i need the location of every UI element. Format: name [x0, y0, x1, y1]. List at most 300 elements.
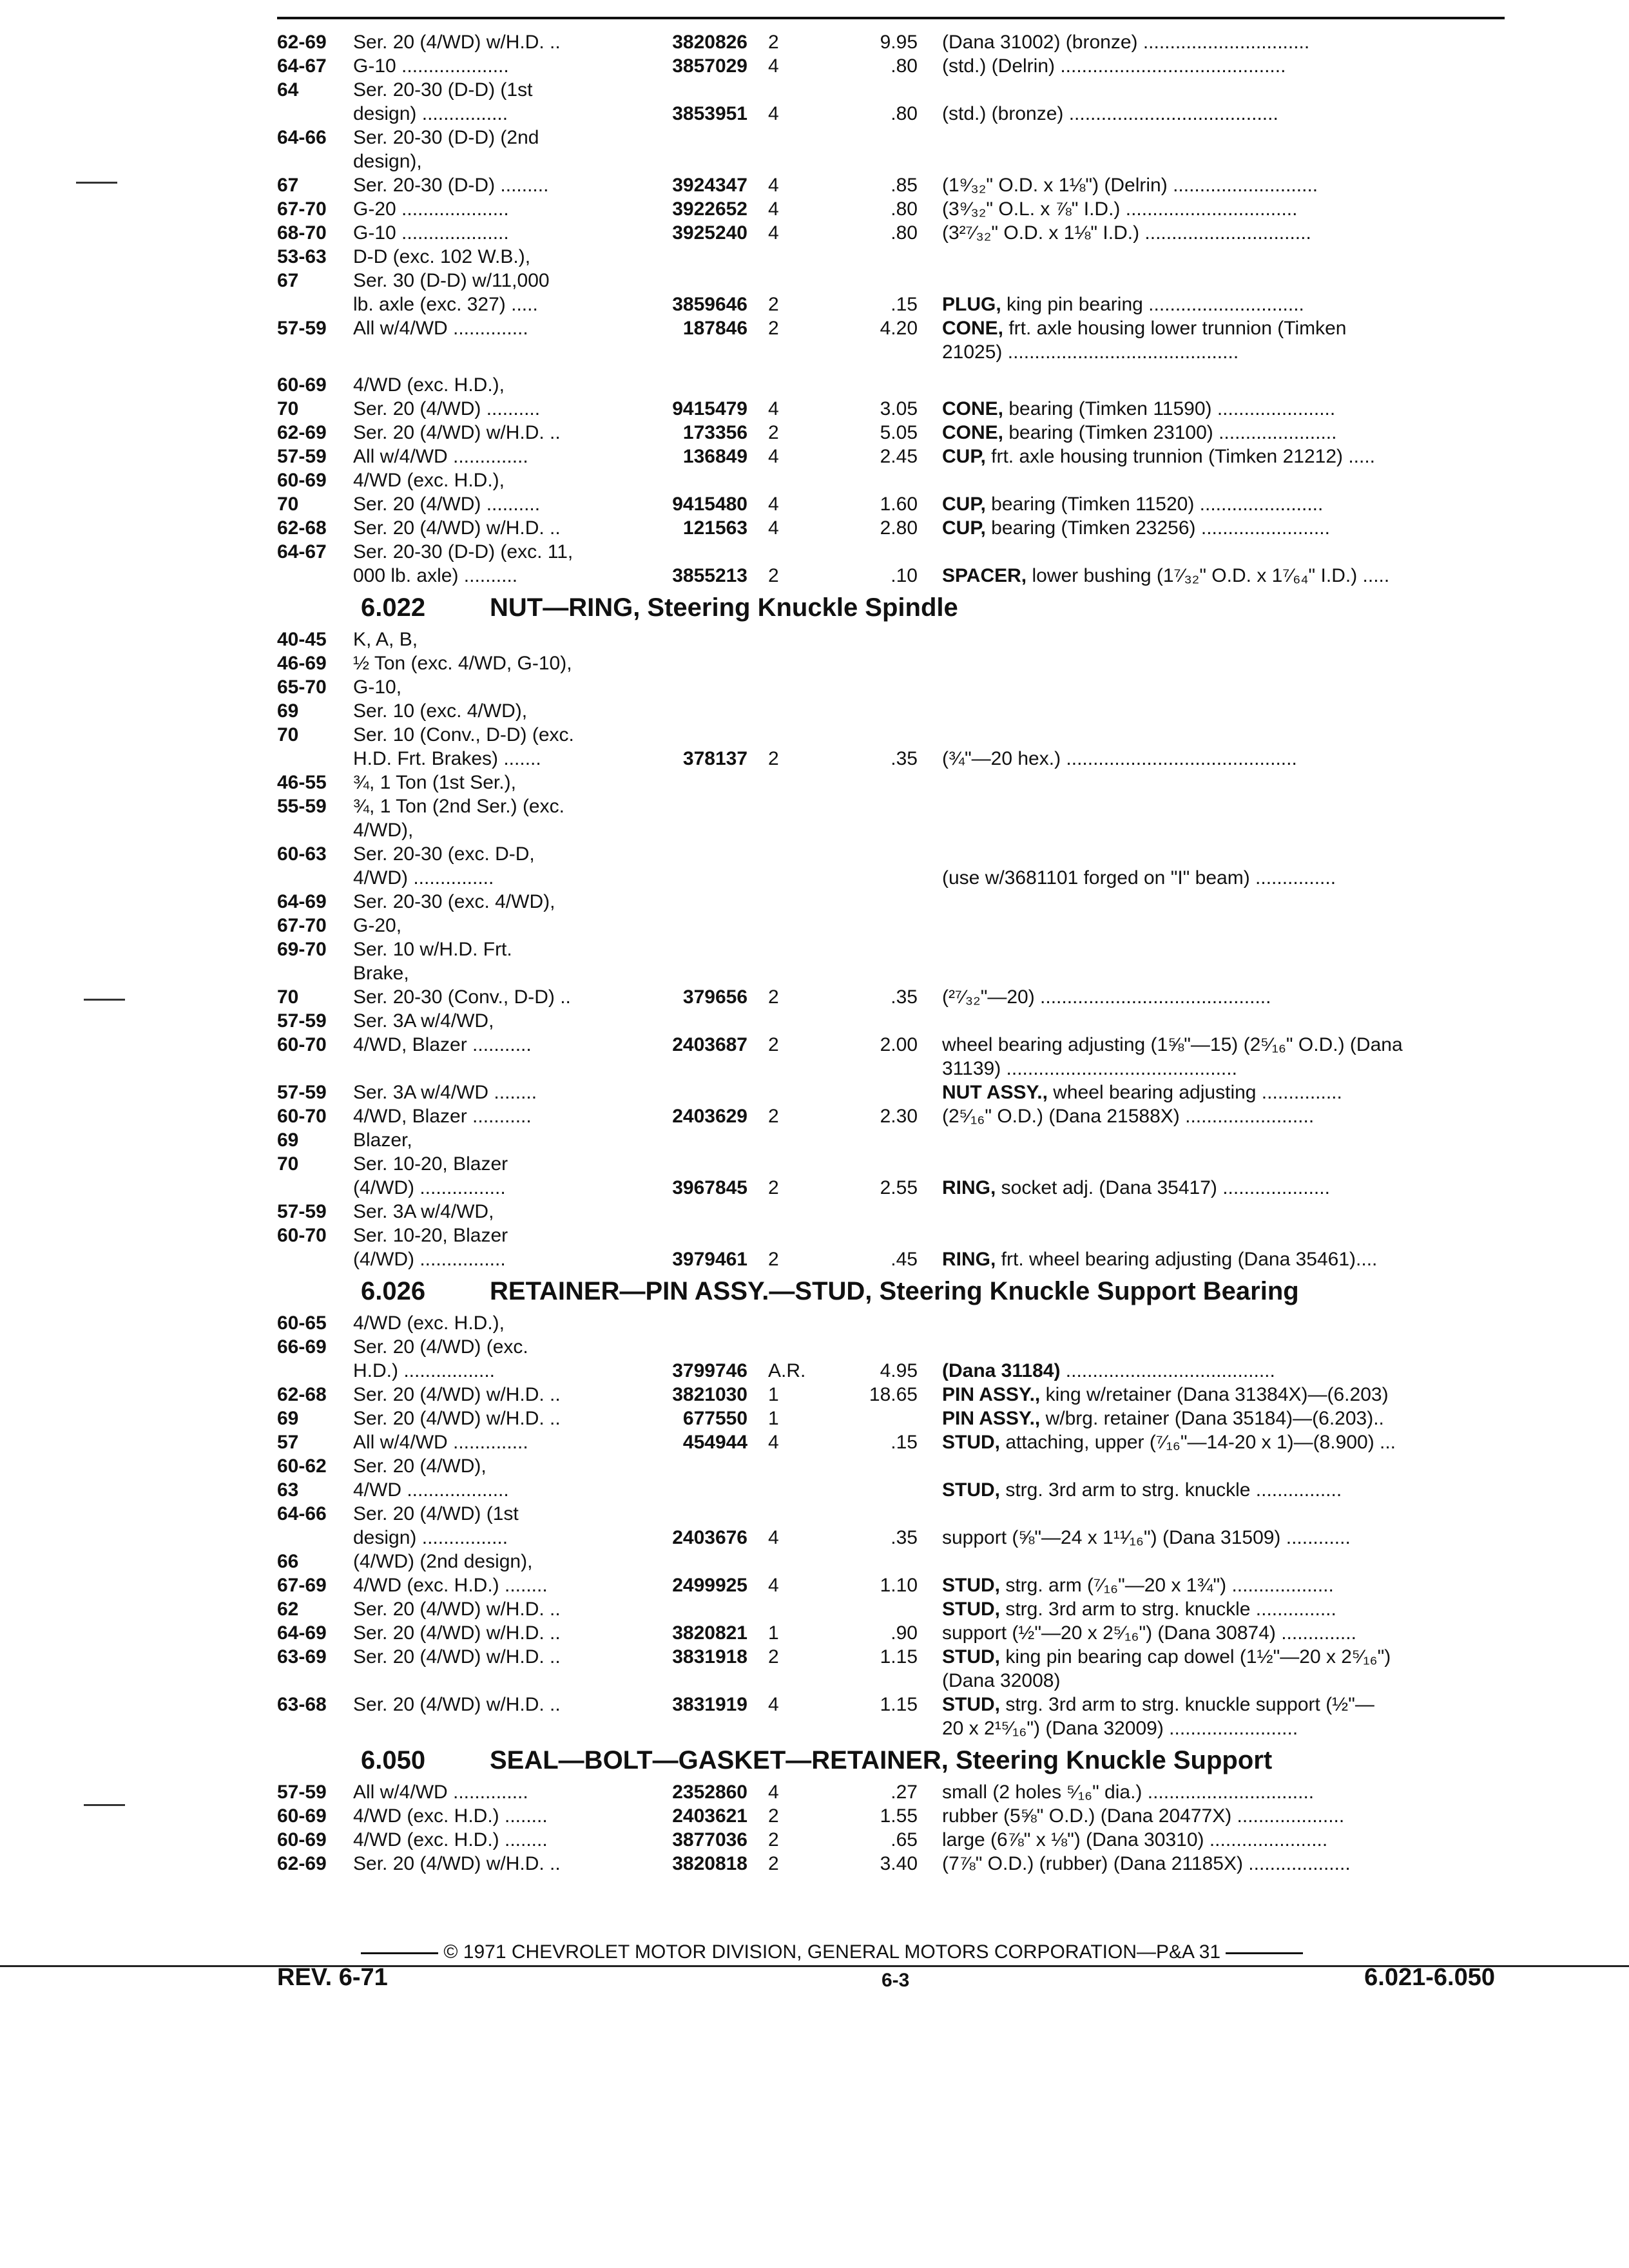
application-cell: design) ................: [353, 1527, 508, 1548]
year-cell: 40-45: [277, 629, 327, 650]
description-text: .......................................: [1060, 1360, 1275, 1381]
price-cell: 1.15: [880, 1646, 918, 1667]
application-cell: D-D (exc. 102 W.B.),: [353, 246, 531, 267]
description-text: frt. axle housing trunnion (Timken 21212) .....: [985, 446, 1376, 467]
quantity-cell: 2: [768, 1106, 779, 1127]
description-cell: [942, 1056, 1237, 1082]
application-cell: ¾, 1 Ton (1st Ser.),: [353, 772, 516, 793]
quantity-cell: 4: [768, 1694, 779, 1715]
description-text: (std.) (Delrin) ..........................................: [942, 55, 1286, 77]
part-row: [0, 268, 1629, 294]
description-cell: [942, 396, 1335, 422]
price-cell: 2.80: [880, 517, 918, 539]
description-cell: [942, 1692, 1374, 1718]
quantity-cell: 2: [768, 565, 779, 586]
description-cell: [942, 444, 1375, 470]
application-cell: Ser. 3A w/4/WD ........: [353, 1082, 537, 1103]
price-cell: 9.95: [880, 32, 918, 53]
application-cell: G-20,: [353, 915, 402, 936]
part-name: CONE,: [942, 318, 1004, 339]
year-cell: 69: [277, 1408, 299, 1429]
part-number-cell: 3922652: [672, 198, 747, 220]
year-cell: 57-59: [277, 1201, 327, 1222]
part-row: [0, 722, 1629, 748]
description-cell: [942, 1406, 1384, 1432]
application-cell: Ser. 20 (4/WD) w/H.D. ..: [353, 1646, 561, 1667]
part-number-cell: 173356: [682, 422, 747, 443]
application-cell: H.D. Frt. Brakes) .......: [353, 748, 541, 769]
year-cell: 60-70: [277, 1034, 327, 1055]
part-row: [0, 197, 1629, 222]
application-cell: G-10 ....................: [353, 55, 509, 77]
description-text: (use w/3681101 forged on "I" beam) ...............: [942, 867, 1336, 889]
quantity-cell: 2: [768, 1646, 779, 1667]
part-row: [0, 770, 1629, 796]
part-name: STUD,: [942, 1479, 1000, 1501]
part-name: RING,: [942, 1177, 996, 1198]
description-cell: [942, 865, 1336, 891]
part-row: [0, 492, 1629, 517]
part-number-cell: 378137: [682, 748, 747, 769]
application-cell: Ser. 20 (4/WD) w/H.D. ..: [353, 1622, 561, 1644]
part-row: [0, 1334, 1629, 1360]
application-cell: All w/4/WD ..............: [353, 446, 528, 467]
year-cell: 67: [277, 270, 299, 291]
year-cell: 62-68: [277, 1384, 327, 1405]
price-cell: .80: [891, 198, 918, 220]
description-cell: [942, 420, 1336, 446]
part-number-cell: 3877036: [672, 1829, 747, 1850]
application-cell: Ser. 20-30 (exc. 4/WD),: [353, 891, 555, 912]
part-row: [0, 1620, 1629, 1646]
application-cell: G-10,: [353, 677, 402, 698]
price-cell: .80: [891, 103, 918, 124]
part-number-cell: 3820826: [672, 32, 747, 53]
application-cell: Ser. 20 (4/WD) w/H.D. ..: [353, 32, 561, 53]
application-cell: 4/WD, Blazer ...........: [353, 1034, 532, 1055]
part-row: [0, 1080, 1629, 1106]
description-cell: [942, 197, 1297, 222]
part-row: [0, 244, 1629, 270]
price-cell: 2.00: [880, 1034, 918, 1055]
part-row: [0, 292, 1629, 318]
description-text: bearing (Timken 11590) ......................: [1003, 398, 1336, 419]
quantity-cell: 4: [768, 1432, 779, 1453]
application-cell: 4/WD (exc. H.D.),: [353, 1312, 505, 1334]
price-cell: 4.95: [880, 1360, 918, 1381]
part-row: [0, 913, 1629, 939]
part-name: PLUG,: [942, 294, 1001, 315]
year-cell: 62-68: [277, 517, 327, 539]
part-row: [0, 1454, 1629, 1479]
description-cell: [942, 173, 1318, 198]
application-cell: All w/4/WD ..............: [353, 1432, 528, 1453]
section-number: 6.050: [361, 1746, 426, 1774]
part-row: [0, 794, 1629, 820]
part-number-cell: 3979461: [672, 1249, 747, 1270]
price-cell: 5.05: [880, 422, 918, 443]
description-cell: [942, 1644, 1391, 1670]
part-number-cell: 136849: [682, 446, 747, 467]
price-cell: 2.55: [880, 1177, 918, 1198]
year-cell: 53-63: [277, 246, 327, 267]
description-text: lower bushing (1⁷⁄₃₂" O.D. x 1⁷⁄₆₄" I.D.) .....: [1027, 565, 1390, 586]
quantity-cell: 4: [768, 198, 779, 220]
part-row: [0, 340, 1629, 365]
description-text: wheel bearing adjusting (1⅝"—15) (2⁵⁄₁₆" O.D.) (Dana: [942, 1034, 1403, 1055]
description-cell: [942, 1477, 1342, 1503]
quantity-cell: 4: [768, 494, 779, 515]
quantity-cell: 2: [768, 422, 779, 443]
description-text: support (½"—20 x 2⁵⁄₁₆") (Dana 30874) ..............: [942, 1622, 1356, 1644]
quantity-cell: 2: [768, 1034, 779, 1055]
quantity-cell: 4: [768, 517, 779, 539]
application-cell: design) ................: [353, 103, 508, 124]
part-number-cell: 677550: [682, 1408, 747, 1429]
part-name: STUD,: [942, 1575, 1000, 1596]
application-cell: Brake,: [353, 963, 409, 984]
description-text: (2⁵⁄₁₆" O.D.) (Dana 21588X) ........................: [942, 1106, 1315, 1127]
year-cell: 68-70: [277, 222, 327, 244]
description-text: (3²⁷⁄₃₂" O.D. x 1⅛" I.D.) ...............................: [942, 222, 1311, 244]
part-number-cell: 454944: [682, 1432, 747, 1453]
description-cell: [942, 101, 1278, 127]
part-row: [0, 1032, 1629, 1058]
part-name: STUD,: [942, 1646, 1000, 1667]
application-cell: (4/WD) (2nd design),: [353, 1551, 533, 1572]
description-text: (1⁹⁄₃₂" O.D. x 1⅛") (Delrin) ...........................: [942, 175, 1318, 196]
application-cell: K, A, B,: [353, 629, 418, 650]
description-text: strg. 3rd arm to strg. knuckle support (½"—: [1000, 1694, 1374, 1715]
application-cell: Ser. 20 (4/WD),: [353, 1456, 487, 1477]
part-row: [0, 539, 1629, 565]
part-number-cell: 3799746: [672, 1360, 747, 1381]
part-name: (Dana 31184): [942, 1360, 1061, 1381]
description-text: 21025) ...........................................: [942, 341, 1239, 363]
part-row: [0, 1716, 1629, 1742]
part-number-cell: 2403687: [672, 1034, 747, 1055]
year-cell: 64-66: [277, 1503, 327, 1524]
application-cell: ¾, 1 Ton (2nd Ser.) (exc.: [353, 796, 564, 817]
part-number-cell: 2403621: [672, 1805, 747, 1827]
description-cell: [942, 1780, 1314, 1805]
description-text: rubber (5⅝" O.D.) (Dana 20477X) ....................: [942, 1805, 1345, 1827]
part-number-cell: 3925240: [672, 222, 747, 244]
price-cell: 3.05: [880, 398, 918, 419]
price-cell: 1.10: [880, 1575, 918, 1596]
year-cell: 62-69: [277, 32, 327, 53]
application-cell: 4/WD ...................: [353, 1479, 509, 1501]
quantity-cell: 2: [768, 294, 779, 315]
year-cell: 60-63: [277, 843, 327, 865]
quantity-cell: 2: [768, 986, 779, 1008]
description-cell: [942, 1803, 1344, 1829]
price-cell: 2.30: [880, 1106, 918, 1127]
part-row: [0, 173, 1629, 198]
description-text: 20 x 2¹⁵⁄₁₆") (Dana 32009) ........................: [942, 1718, 1298, 1739]
part-number-cell: 187846: [682, 318, 747, 339]
application-cell: 4/WD (exc. H.D.),: [353, 374, 505, 396]
quantity-cell: 4: [768, 1782, 779, 1803]
description-text: frt. axle housing lower trunnion (Timken: [1003, 318, 1347, 339]
application-cell: Ser. 20 (4/WD) w/H.D. ..: [353, 1694, 561, 1715]
description-cell: [942, 1358, 1275, 1384]
description-cell: [942, 220, 1311, 246]
application-cell: Ser. 10-20, Blazer: [353, 1153, 508, 1175]
year-cell: 67-70: [277, 198, 327, 220]
year-cell: 63-69: [277, 1646, 327, 1667]
part-number-cell: 9415480: [672, 494, 747, 515]
quantity-cell: 2: [768, 32, 779, 53]
application-cell: Ser. 20 (4/WD) w/H.D. ..: [353, 517, 561, 539]
revision-label: REV. 6-71: [277, 1964, 388, 1991]
description-cell: [942, 340, 1239, 365]
part-name: PIN ASSY.,: [942, 1384, 1041, 1405]
application-cell: Ser. 20 (4/WD) ..........: [353, 494, 541, 515]
part-name: CONE,: [942, 398, 1004, 419]
application-cell: 000 lb. axle) ..........: [353, 565, 518, 586]
quantity-cell: 2: [768, 1249, 779, 1270]
description-cell: [942, 1597, 1336, 1622]
part-row: [0, 1692, 1629, 1718]
part-row: [0, 77, 1629, 103]
part-row: [0, 889, 1629, 915]
part-row: [0, 675, 1629, 700]
quantity-cell: 1: [768, 1384, 779, 1405]
year-cell: 67-69: [277, 1575, 327, 1596]
part-row: [0, 1597, 1629, 1622]
year-cell: 70: [277, 494, 299, 515]
application-cell: Ser. 20-30 (D-D) (1st: [353, 79, 533, 101]
description-text: 31139) ...........................................: [942, 1058, 1237, 1079]
description-cell: [942, 316, 1346, 341]
part-name: SPACER,: [942, 565, 1027, 586]
description-cell: [942, 30, 1309, 55]
part-row: [0, 818, 1629, 843]
description-cell: [942, 1104, 1314, 1129]
section-number: 6.022: [361, 593, 426, 622]
description-cell: [942, 563, 1389, 589]
part-number-cell: 3820821: [672, 1622, 747, 1644]
part-row: [0, 1803, 1629, 1829]
year-cell: 70: [277, 1153, 299, 1175]
year-cell: 62: [277, 1599, 299, 1620]
price-cell: .85: [891, 175, 918, 196]
year-cell: 62-69: [277, 1853, 327, 1874]
part-row: [0, 1104, 1629, 1129]
part-row: [0, 746, 1629, 772]
description-text: (Dana 31002) (bronze) ...............................: [942, 32, 1310, 53]
application-cell: Ser. 20 (4/WD) w/H.D. ..: [353, 1408, 561, 1429]
part-number-cell: 379656: [682, 986, 747, 1008]
part-row: [0, 985, 1629, 1010]
price-cell: .27: [891, 1782, 918, 1803]
part-row: [0, 961, 1629, 986]
description-text: king pin bearing cap dowel (1½"—20 x 2⁵⁄₁₆"): [1000, 1646, 1391, 1667]
application-cell: Ser. 3A w/4/WD,: [353, 1201, 494, 1222]
year-cell: 69: [277, 1129, 299, 1151]
page-bottom-rule: [0, 1965, 1629, 1967]
price-cell: .35: [891, 986, 918, 1008]
section-range: 6.021-6.050: [1364, 1964, 1495, 1991]
description-text: large (6⅞" x ⅛") (Dana 30310) ......................: [942, 1829, 1328, 1850]
part-row: [0, 1430, 1629, 1456]
part-row: [0, 1056, 1629, 1082]
application-cell: 4/WD (exc. H.D.) ........: [353, 1575, 548, 1596]
application-cell: Ser. 20 (4/WD) w/H.D. ..: [353, 1853, 561, 1874]
application-cell: Ser. 3A w/4/WD,: [353, 1010, 494, 1032]
description-cell: [942, 1620, 1356, 1646]
description-cell: [942, 492, 1323, 517]
part-row: [0, 372, 1629, 398]
description-text: bearing (Timken 11520) .......................: [985, 494, 1324, 515]
application-cell: Ser. 20 (4/WD) ..........: [353, 398, 541, 419]
part-name: PIN ASSY.,: [942, 1408, 1041, 1429]
description-text: w/brg. retainer (Dana 35184)—(6.203)..: [1040, 1408, 1384, 1429]
year-cell: 64-66: [277, 127, 327, 148]
application-cell: H.D.) .................: [353, 1360, 496, 1381]
part-row: [0, 627, 1629, 653]
description-cell: [942, 1382, 1389, 1408]
description-text: support (⅝"—24 x 1¹¹⁄₁₆") (Dana 31509) ............: [942, 1527, 1351, 1548]
part-number-cell: 3853951: [672, 103, 747, 124]
page-number: 6-3: [882, 1970, 910, 1991]
part-number-cell: 3821030: [672, 1384, 747, 1405]
quantity-cell: 2: [768, 1829, 779, 1850]
description-cell: [942, 1032, 1403, 1058]
description-text: strg. arm (⁷⁄₁₆"—20 x 1¾") ...................: [1000, 1575, 1334, 1596]
description-cell: [942, 985, 1271, 1010]
part-name: CUP,: [942, 517, 986, 539]
part-row: [0, 53, 1629, 79]
part-row: [0, 1358, 1629, 1384]
price-cell: .35: [891, 748, 918, 769]
year-cell: 70: [277, 986, 299, 1008]
part-name: STUD,: [942, 1694, 1000, 1715]
section-title: SEAL—BOLT—GASKET—RETAINER, Steering Knuckle Support: [490, 1746, 1273, 1774]
description-text: king pin bearing .............................: [1001, 294, 1304, 315]
description-text: (3⁹⁄₃₂" O.L. x ⅞" I.D.) ................................: [942, 198, 1298, 220]
year-cell: 66: [277, 1551, 299, 1572]
quantity-cell: 4: [768, 398, 779, 419]
part-row: [0, 1151, 1629, 1177]
part-row: [0, 1851, 1629, 1877]
quantity-cell: 4: [768, 446, 779, 467]
application-cell: 4/WD),: [353, 820, 414, 841]
price-cell: .45: [891, 1249, 918, 1270]
price-cell: 3.40: [880, 1853, 918, 1874]
application-cell: Ser. 20-30 (exc. D-D,: [353, 843, 535, 865]
year-cell: 67: [277, 175, 299, 196]
year-cell: 65-70: [277, 677, 327, 698]
description-text: (¾"—20 hex.) ...........................................: [942, 748, 1297, 769]
application-cell: design),: [353, 151, 422, 172]
quantity-cell: 4: [768, 55, 779, 77]
part-row: [0, 1644, 1629, 1670]
year-cell: 60-70: [277, 1225, 327, 1246]
quantity-cell: 2: [768, 748, 779, 769]
description-cell: [942, 1716, 1298, 1742]
application-cell: Ser. 20-30 (D-D) (exc. 11,: [353, 541, 574, 562]
part-number-cell: 3855213: [672, 565, 747, 586]
part-name: STUD,: [942, 1432, 1000, 1453]
description-cell: [942, 1573, 1334, 1599]
part-row: [0, 30, 1629, 55]
year-cell: 57-59: [277, 1782, 327, 1803]
application-cell: Ser. 10 (exc. 4/WD),: [353, 700, 528, 722]
application-cell: G-20 ....................: [353, 198, 509, 220]
part-number-cell: 3924347: [672, 175, 747, 196]
section-number: 6.026: [361, 1277, 426, 1305]
part-row: [0, 1175, 1629, 1201]
price-cell: .15: [891, 294, 918, 315]
description-text: attaching, upper (⁷⁄₁₆"—14-20 x 1)—(8.900) ...: [1000, 1432, 1396, 1453]
application-cell: Ser. 20 (4/WD) w/H.D. ..: [353, 1384, 561, 1405]
copyright-rule-right: [1226, 1952, 1303, 1954]
year-cell: 64: [277, 79, 299, 101]
quantity-cell: 4: [768, 175, 779, 196]
year-cell: 69-70: [277, 939, 327, 960]
description-cell: [942, 1525, 1351, 1551]
part-row: [0, 396, 1629, 422]
year-cell: 60-70: [277, 1106, 327, 1127]
description-text: (7⅞" O.D.) (rubber) (Dana 21185X) ...................: [942, 1853, 1351, 1874]
quantity-cell: 4: [768, 1575, 779, 1596]
part-row: [0, 1199, 1629, 1225]
part-number-cell: 3831919: [672, 1694, 747, 1715]
application-cell: lb. axle (exc. 327) .....: [353, 294, 538, 315]
application-cell: 4/WD (exc. H.D.) ........: [353, 1805, 548, 1827]
part-row: [0, 841, 1629, 867]
price-cell: 1.55: [880, 1805, 918, 1827]
part-row: [0, 1549, 1629, 1575]
description-cell: [942, 1175, 1330, 1201]
part-row: [0, 698, 1629, 724]
part-number-cell: 3857029: [672, 55, 747, 77]
part-row: [0, 316, 1629, 341]
description-cell: [942, 1668, 1060, 1694]
price-cell: 2.45: [880, 446, 918, 467]
description-text: king w/retainer (Dana 31384X)—(6.203): [1040, 1384, 1389, 1405]
part-number-cell: 2403629: [672, 1106, 747, 1127]
part-name: CONE,: [942, 422, 1004, 443]
year-cell: 55-59: [277, 796, 327, 817]
description-cell: [942, 1430, 1396, 1456]
top-rule: [277, 17, 1505, 19]
part-number-cell: 2403676: [672, 1527, 747, 1548]
part-row: [0, 1573, 1629, 1599]
application-cell: (4/WD) ................: [353, 1177, 506, 1198]
description-cell: [942, 746, 1297, 772]
application-cell: Ser. 20-30 (Conv., D-D) ..: [353, 986, 571, 1008]
part-row: [0, 1008, 1629, 1034]
year-cell: 64-67: [277, 55, 327, 77]
description-text: socket adj. (Dana 35417) ....................: [996, 1177, 1330, 1198]
description-text: small (2 holes ⁵⁄₁₆" dia.) ...............................: [942, 1782, 1315, 1803]
part-row: [0, 563, 1629, 589]
description-text: (std.) (bronze) .......................................: [942, 103, 1278, 124]
section-heading: [361, 1744, 1585, 1777]
price-cell: .90: [891, 1622, 918, 1644]
application-cell: All w/4/WD ..............: [353, 318, 528, 339]
section-heading: [361, 1274, 1585, 1308]
part-name: CUP,: [942, 494, 986, 515]
part-number-cell: 3820818: [672, 1853, 747, 1874]
application-cell: (4/WD) ................: [353, 1249, 506, 1270]
year-cell: 62-69: [277, 422, 327, 443]
description-cell: [942, 1827, 1327, 1853]
quantity-cell: 1: [768, 1622, 779, 1644]
